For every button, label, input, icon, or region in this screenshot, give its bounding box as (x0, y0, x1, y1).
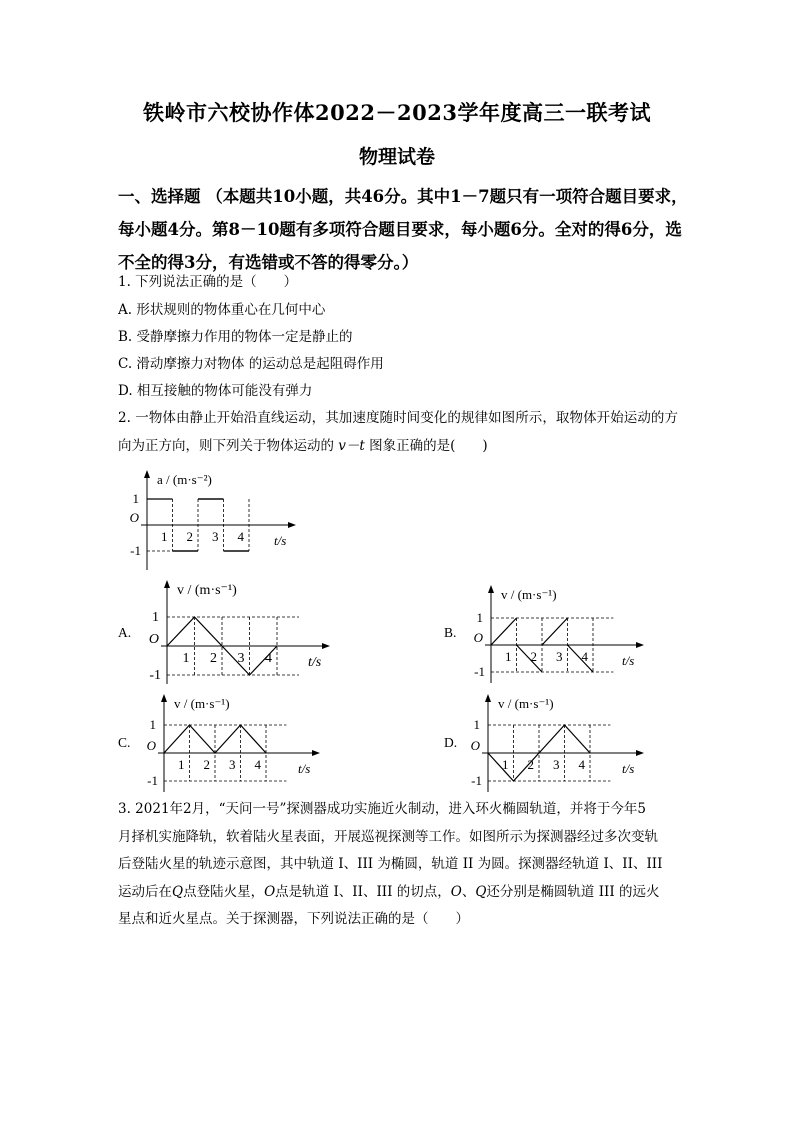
x-axis-label: t/s (298, 761, 311, 776)
y-axis-arrow (161, 694, 167, 702)
q3-line-4: 运动后在Q点登陆火星，O点是轨道 I、II、III 的切点，O、Q还分别是椭圆轨道 III 的远火 (118, 883, 660, 900)
y-axis-arrow (164, 580, 170, 588)
velocity-line (164, 725, 266, 753)
q3-stem (118, 796, 678, 934)
q3-line-3: 后登陆火星的轨迹示意图，其中轨道 I、III 为椭圆，轨道 II 为圆。探测器经轨道 I、II、III (118, 856, 663, 872)
x-tick-label: 4 (581, 649, 588, 664)
vt-graph-b (464, 581, 654, 687)
q2-option-c-label: C. (118, 735, 131, 750)
x-axis-arrow (312, 750, 320, 756)
x-tick-label: 2 (186, 529, 193, 544)
x-axis-label: t/s (274, 533, 287, 548)
x-axis-label: t/s (622, 761, 635, 776)
vt-graph-c (140, 690, 330, 796)
y-axis-label: v / (m·s⁻¹) (177, 583, 237, 598)
y-tick-label: 1 (476, 610, 483, 625)
y-axis-label: a / (m·s⁻²) (157, 472, 212, 487)
x-tick-label: 3 (237, 651, 245, 666)
y-tick-label: 1 (149, 717, 156, 732)
q1-option-c: C. 滑动摩擦力对物体 的运动总是起阻碍作用 (118, 356, 384, 372)
y-tick-label: 1 (473, 717, 480, 732)
exam-title: 铁岭市六校协作体2022－2023学年度高三一联考试 (143, 100, 651, 125)
q2-option-b-label: B. (444, 625, 457, 640)
x-axis-label: t/s (622, 653, 635, 668)
q2-stem (118, 405, 678, 460)
x-tick-label: 3 (229, 757, 236, 772)
vt-graph-a (140, 576, 340, 688)
q1-option-b: B. 受静摩擦力作用的物体一定是静止的 (118, 329, 353, 345)
y-axis-label: v / (m·s⁻¹) (501, 587, 557, 602)
x-tick-label: 4 (254, 757, 261, 772)
x-tick-label: 4 (265, 651, 272, 666)
x-tick-label: 3 (556, 649, 563, 664)
at-graph (118, 466, 308, 576)
x-tick-label: 3 (212, 529, 219, 544)
exam-subtitle: 物理试卷 (358, 146, 435, 168)
y-tick-label: -1 (149, 668, 161, 683)
x-tick-label: 1 (502, 757, 509, 772)
origin-label: O (473, 630, 483, 645)
x-tick-label: 3 (553, 757, 560, 772)
q1-option-d: D. 相互接触的物体可能没有弹力 (118, 383, 313, 399)
velocity-segment (517, 645, 543, 672)
origin-label: O (129, 510, 139, 525)
q3-line-2: 月择机实施降轨，软着陆火星表面，开展巡视探测等工作。如图所示为探测器经过多次变轨 (118, 828, 658, 845)
vt-graph-d (464, 690, 654, 796)
x-tick-label: 1 (182, 651, 190, 666)
q2-stem-vt: v－t (338, 437, 365, 454)
section-instructions: 一、选择题 （本题共10小题，共46分。其中1－7题只有一项符合题目要求，每小题4分。第8－10题有多项符合题目要求，每小题6分。全对的得6分，选不全的得3分，有选错或不答的得零分。） (118, 187, 688, 272)
x-tick-label: 1 (505, 649, 512, 664)
y-axis-label: v / (m·s⁻¹) (174, 696, 230, 711)
y-tick-label: -1 (471, 773, 482, 788)
velocity-segment (568, 645, 594, 672)
q2-stem-text-b: 图象正确的是( ) (369, 437, 488, 454)
velocity-segment (491, 618, 517, 645)
y-tick-label: 1 (132, 491, 139, 506)
x-tick-label: 2 (530, 649, 537, 664)
q2-option-d-label: D. (444, 735, 458, 750)
q3-line-5: 星点和近火星点。关于探测器，下列说法正确的是（ ） (118, 911, 469, 927)
x-axis-arrow (636, 642, 644, 648)
x-axis-arrow (636, 750, 644, 756)
x-tick-label: 1 (178, 757, 185, 772)
origin-label: O (470, 738, 480, 753)
q1-stem: 1. 下列说法正确的是（ ） (118, 274, 298, 290)
y-axis-arrow (485, 694, 491, 702)
y-axis-arrow (488, 585, 494, 593)
x-axis-arrow (322, 643, 330, 649)
y-tick-label: -1 (130, 543, 141, 558)
x-tick-label: 2 (210, 651, 217, 666)
origin-label: O (148, 632, 159, 647)
velocity-segment (542, 618, 568, 645)
y-axis-arrow (144, 470, 150, 478)
x-tick-label: 1 (161, 529, 168, 544)
x-tick-label: 4 (578, 757, 585, 772)
q2-stem-text-a: 2. 一物体由静止开始沿直线运动，其加速度随时间变化的规律如图所示，取物体开始运动的方向为正方向，则下列关于物体运动的 (118, 410, 678, 454)
q1-option-a: A. 形状规则的物体重心在几何中心 (118, 302, 326, 318)
x-axis-arrow (288, 522, 296, 528)
x-tick-label: 2 (203, 757, 210, 772)
y-axis-label: v / (m·s⁻¹) (498, 696, 554, 711)
y-tick-label: 1 (152, 610, 159, 625)
q2-option-a-label: A. (118, 625, 132, 640)
x-tick-label: 2 (527, 757, 534, 772)
x-axis-label: t/s (308, 655, 322, 670)
y-tick-label: -1 (474, 664, 485, 679)
x-tick-label: 4 (237, 529, 244, 544)
origin-label: O (146, 738, 156, 753)
q3-line-1: 3. 2021年2月，“天问一号”探测器成功实施近火制动，进入环火椭圆轨道，并将于今年5 (118, 801, 647, 817)
y-tick-label: -1 (147, 773, 158, 788)
